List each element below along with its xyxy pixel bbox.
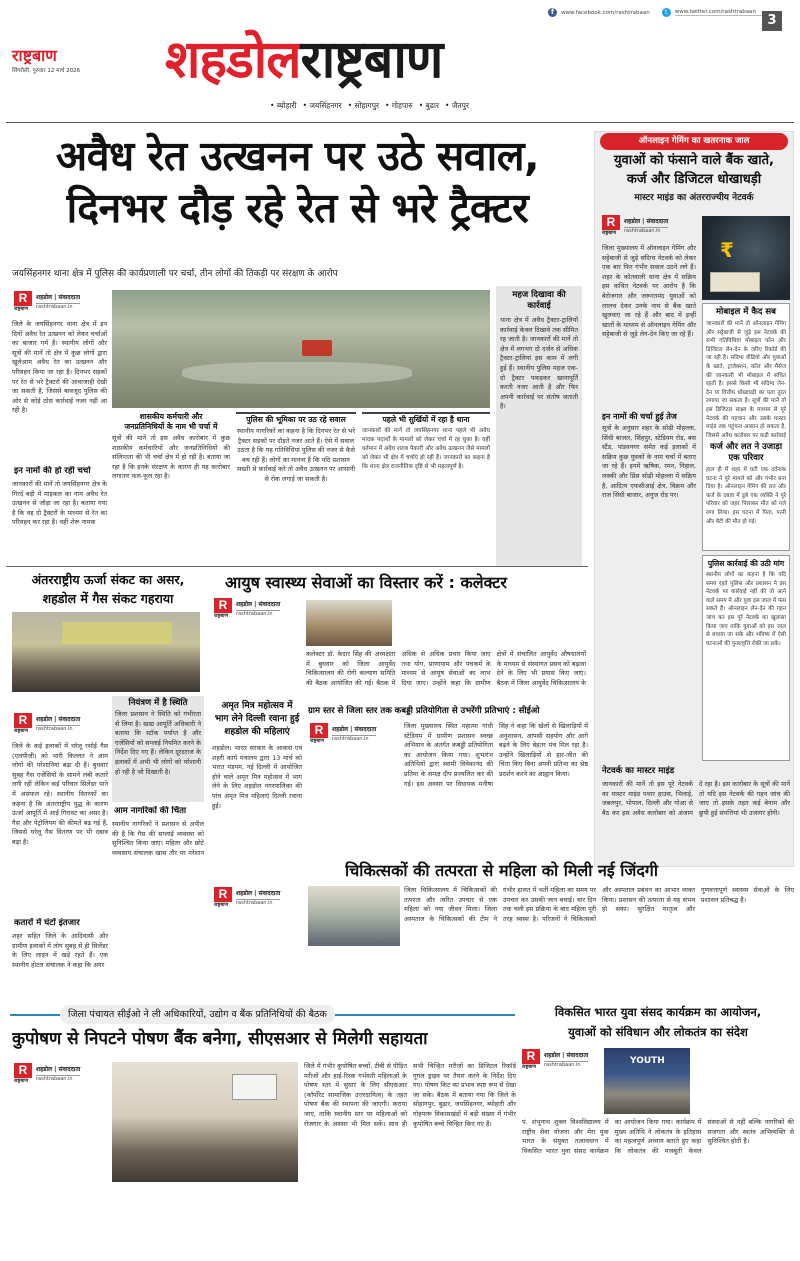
gaming-box3-body: स्थानीय लोगों का कहना है कि यदि समय रहते पुलिस और प्रशासन ने इस नेटवर्क पर कार्रवाई नहीं की तो आने वाले समय में और युवा इस जाल में फंस सकते हैं। ऑनलाइन लेन-देन की गहन जांच कर इस पूरे नेटवर्क का खुलासा किया जाए ताकि युवाओं को इस जाल से बचाया जा सके और भविष्य में ऐसी घटनाओं की पुनरावृत्ति रोकी जा सके।	[706, 572, 786, 647]
mini-logo: राष्ट्रबाण	[12, 46, 57, 65]
section-divider	[6, 566, 588, 567]
twitter-icon: t	[662, 8, 671, 17]
lead-col-a-title: शासकीय कर्मचारी और जनप्रतिनिधियों के नाम भी चर्चा में	[124, 412, 218, 431]
twitter-link[interactable]: www.twitter.com/rashtrabaan	[675, 9, 776, 16]
reporter-credit: शहडोल | संवाददाता	[36, 1066, 80, 1076]
town-nav-item[interactable]: • जैतपुर	[445, 101, 469, 110]
youth-byline	[522, 1048, 600, 1072]
town-nav-item[interactable]: • बुढार	[418, 101, 440, 110]
youth-body: पं. शंभूनाथ शुक्ल विश्वविद्यालय में राष्ट्रीय सेवा योजना और मेरा युवा भारत के संयुक्त तत्वावधान में विकसित भारत युवा संसद कार्यक्रम का आयोजन किया गया। कार्यक्रम में मुख्य अतिथि ने लोकतंत्र के इतिहास का महत्वपूर्ण अध्याय बताते हुए कहा कि लोकतंत्र की मजबूती केवल संस्थाओं से नहीं बल्कि नागरिकों की सजगता और स्वतंत्र अभिव्यक्ति से सुनिश्चित होती है।	[522, 1118, 794, 1155]
lead-sidebox	[496, 286, 582, 566]
brand-r-logo: R	[14, 713, 32, 728]
amrit-headline: अमृत मित्र महोत्सव में भाग लेने दिल्ली रवाना हुई शहडोल की महिलाएं	[214, 701, 300, 737]
brand-caption: राष्ट्रबाण	[214, 613, 229, 619]
gaming-kicker: ऑनलाइन गेमिंग का खतरनाक जाल	[600, 133, 788, 150]
reporter-credit: शहडोल | संवाददाता	[544, 1052, 588, 1062]
gas-box-body: जिला प्रशासन ने स्थिति को गंभीरता से लिया है। खाद्य आपूर्ति अधिकारी ने बताया कि स्टॉक पर्याप्त है और एजेंसियों को सप्लाई नियमित करने के निर्देश दिए गए हैं। लेकिन दूरदराज के इलाकों में अभी भी लोगों को परेशानी हो रही है जो दिखाती है।	[115, 710, 201, 776]
gaming-photo-cash	[702, 216, 790, 300]
lead-col-c-body: जानकारों की मानें तो जयसिंहनगर थाना पहले भी अवैध मादक पदार्थों के मामलों को लेकर चर्चा में रह चुका है। वहीं वर्तमान में अवैध शराब पैकारी और अवैध उत्खनन जैसे मामलों को लेकर भी क्षेत्र में चर्चाएं हो रही हैं। जानकारों का कहना है कि थाना क्षेत्र राजनीतिक दृष्टि से भी महत्वपूर्ण है।	[362, 428, 490, 470]
ayush-headline: आयुष स्वास्थ्य सेवाओं का विस्तार करें : कलेक्टर	[225, 573, 507, 592]
reporter-credit: शहडोल | संवाददाता	[36, 716, 80, 726]
reporter-credit: शहडोल | संवाददाता	[332, 726, 376, 736]
gas-box	[112, 696, 204, 802]
lead-sidebox-title: महज दिखावा की कार्रवाई	[512, 290, 566, 311]
gas-headline-line2: शहडोल में गैस संकट गहराया	[42, 591, 174, 606]
youth-headline-line1: विकसित भारत युवा संसद कार्यक्रम का आयोजन,	[554, 1005, 762, 1019]
brand-r-logo: R	[14, 291, 32, 306]
brand-r-logo: R	[14, 1063, 32, 1078]
site-link[interactable]: rashtrabaan.in	[36, 1075, 73, 1082]
brand-r-logo: R	[214, 598, 232, 613]
gas-photo-queue	[12, 612, 200, 692]
kabaddi-headline: ग्राम स्तर से जिला स्तर तक कबड्डी प्रतियोगिता से उभरेंगी प्रतिभाएं : सीईओ	[308, 706, 540, 716]
lead-col-c-title: पहले भी सुर्खियों में रहा है थाना	[362, 412, 490, 425]
gaming-box2-body: हाल ही में शहर में घटी एक दर्दनाक घटना ने पूरे मामले को और गंभीर बना दिया है। ऑनलाइन गेमिंग की लत और कर्ज के दबाव में डूबे एक व्यक्ति ने पूरे परिवार को जहर पिलाकर मौत को गले लगा लिया। इस घटना में पिता, पत्नी और बेटी की मौत हो गई।	[706, 467, 786, 525]
brand-r-logo: R	[310, 723, 328, 738]
ayush-photo-meeting	[306, 600, 392, 646]
lead-col-b-title: पुलिस की भूमिका पर उठ रहे सवाल	[236, 412, 356, 425]
brand-r-logo: R	[214, 887, 232, 902]
gas-headline-line1: अंतरराष्ट्रीय ऊर्जा संकट का असर,	[31, 572, 185, 587]
site-link[interactable]: rashtrabaan.in	[236, 899, 273, 906]
site-link[interactable]: rashtrabaan.in	[624, 227, 661, 234]
nutrition-kicker: जिला पंचायत सीईओ ने ली अधिकारियों, उद्योग व बैंक प्रतिनिधियों की बैठक	[60, 1005, 335, 1024]
doctors-body: जिला चिकित्सालय में चिकित्सकों की तत्परता और त्वरित उपचार से एक महिला को नया जीवन मिला। जिला अस्पताल के चिकित्सकों की टीम ने गंभीर हालत में भर्ती महिला का समय पर उपचार कर उसकी जान बचाई। चार दिन तक चली इस प्रक्रिया के बाद महिला पूरी तरह स्वस्थ है। परिजनों ने चिकित्सकों और अस्पताल प्रबंधन का आभार व्यक्त किया। प्रशासन की तत्परता से यह संभव हो सका। सुरक्षित मातृत्व और गुणवत्तापूर्ण स्वास्थ्य सेवाओं के लिए प्रशासन प्रतिबद्ध है।	[404, 886, 794, 923]
lead-headline-line2: दिनभर दौड़ रहे रेत से भरे ट्रैक्टर	[66, 184, 529, 232]
masthead-title-black: राष्ट्रबाण	[300, 30, 443, 90]
town-nav-item[interactable]: • सोहागपुर	[347, 101, 380, 110]
doctors-photo-hospital	[308, 886, 400, 946]
gaming-box1-body: जानकारों की मानें तो ऑनलाइन गेमिंग और सट्टेबाजी से जुड़े इस नेटवर्क की सभी गतिविधियां मोबाइल फोन और डिजिटल लेन-देन के जरिए रिकॉर्ड की जा रही है। संदिग्ध वीडियो और युवाओं के खाते, ट्रांजेक्शन, कॉल और मैसेज की जानकारी भी मोबाइल में संचित रहती है। इससे किसी भी संदिग्ध लेन-देन या वित्तीय धोखाधड़ी का पता तुरंत लगाया जा सकता है। सूत्रों की मानें तो इस डिजिटल साक्ष्य के माध्यम से पूरे नेटवर्क की पहचान और उसके मास्टर माइंड तक पहुंचना आसान हो सकता है, जिससे अवैध कारोबार पर कड़ी कार्रवाई	[706, 321, 786, 439]
gaming-body: जिला मुख्यालय में ऑनलाइन गेमिंग और सट्टेबाजी से जुड़े संदिग्ध नेटवर्क को लेकर एक बार फिर गंभीर सवाल उठने लगे हैं। शहर के कोतवाली थाना क्षेत्र में सक्रिय इस कथित नेटवर्क पर आरोप है कि बेरोजगार और जरूरतमंद युवाओं को लालच देकर उनके नाम से बैंक खाते खुलवाए जा रहे हैं और बाद में इन्हीं खातों के माध्यम से ऑनलाइन गेमिंग और सट्टेबाजी से जुड़े लेन-देन किए जा रहे हैं।	[602, 244, 696, 339]
lead-deck: जयसिंहनगर थाना क्षेत्र में पुलिस की कार्यप्रणाली पर चर्चा, तीन लोगों की तिकड़ी पर संरक्षण के आरोप	[12, 269, 338, 279]
gaming-headline-line1: युवाओं को फंसाने वाले बैंक खाते,	[614, 153, 774, 168]
gas-byline	[14, 712, 108, 736]
reporter-credit: शहडोल | संवाददाता	[624, 218, 668, 228]
gaming-sub2-body: जानकारों की मानें तो इस पूरे नेटवर्क का मास्टर माइंड पथार हाउस, भिलाई, जबलपुर, भोपाल, दिल्ली और गोआ से बैठ कर इस अवैध कारोबार को अंजाम दे रहा है। इस कारोबार के सूत्रों की मानें तो यदि इस नेटवर्क की गहन जांच की जाए तो इसके तहत कई बेनाम और छुपी हुई संपत्तियां भी उजागर होंगी।	[602, 780, 790, 817]
masthead-title	[165, 30, 442, 90]
tractor-icon	[302, 340, 332, 356]
site-link[interactable]: rashtrabaan.in	[36, 303, 73, 310]
lead-sub1-body: जानकारों की मानें तो जयसिंहनगर क्षेत्र के गिरर्द बड़ी में माइकल का नाम अवैध रेत उत्खनन से जोड़ा जा रहा है। बताया गया है कि वह दो ट्रैक्टरों के माध्यम से रेत का परिवहन कर रहा है। वहीं शेरू नामक	[12, 480, 107, 527]
youth-photo-event	[604, 1048, 690, 1114]
nutrition-headline: कुपोषण से निपटने पोषण बैंक बनेगा, सीएसआर से मिलेगी सहायता	[12, 1029, 428, 1049]
reporter-credit: शहडोल | संवाददाता	[236, 601, 280, 611]
reporter-credit: शहडोल | संवाददाता	[236, 890, 280, 900]
amrit-body: शहडोल। भारत सरकार के आवास एवं शहरी कार्य मंत्रालय द्वारा 13 मार्च को भारत मंडपम, नई दिल्ली में आयोजित होने वाले अमृत मित्र महोत्सव में भाग लेने के लिए शहडोल नगरपालिका की पांच अमृत मित्र महिलाएं दिल्ली रवाना हुईं।	[212, 744, 302, 810]
gaming-headline	[598, 151, 790, 189]
page-number: 3	[762, 11, 782, 31]
brand-caption: राष्ट्रबाण	[602, 230, 617, 236]
facebook-link[interactable]: www.facebook.com/rashtrabaan	[561, 9, 650, 16]
nutrition-body: जिले में गंभीर कुपोषित बच्चों, टीबी से पीड़ित मरीजों और हाई-रिस्क गर्भवती महिलाओं के पोषण स्तर में सुधार के लिए सीएसआर (कॉर्पोरेट सामाजिक उत्तरदायित्व) के तहत पोषण बैंक की स्थापना की जाएगी। कराया जाए, ताकि स्थानीय स्तर पर महिलाओं को रोजगार के अवसर भी मिल सकें। साथ ही सभी चिन्हित मरीजों का डिजिटल रिकॉर्ड गूगल ड्राइव पर तैयार करने के निर्देश दिए गए। पोषण किट का प्रभाव स्पष्ट रूप से देखा जा सके। बैठक में बताया गया कि जिले के सोहागपुर, बुढ़ार, जयसिंहनगर, ब्योहारी और गोहपारू विकासखंडों में बड़ी संख्या में गंभीर कुपोषित बच्चे चिन्हित किए गए हैं।	[304, 1062, 516, 1128]
gaming-deck: मास्टर माइंड का अंतरराज्यीय नेटवर्क	[634, 193, 754, 203]
gas-sub2-body: शहर सहित जिले के आदिवासी और ग्रामीण इलाकों में लोग सुबह से ही सिलेंडर के लिए लाइन में खड़े रहते हैं। एक स्थानीय होटल संचालक ने कहा कि अगर	[12, 932, 108, 969]
gas-body: जिले के कई इलाकों में घरेलू रसोई गैस (एलपीजी) को भारी किल्लत ने आम लोगों की परेशानियां बढ़ा दी हैं। बुधवार सुबह गैस एजेंसियों के सामने लंबी कतारें लगी रहीं लेकिन कई परिवार सिलेंडर पाने में असफल रहे। स्थानीय वितरकों का कहना है कि अंतरराष्ट्रीय युद्ध के कारण ऊर्जा आपूर्ति में आई गिरावट का असर है। गैस और पेट्रोलियम की कीमतें बढ़ गई हैं, जिससे घरेलू गैस वितरण पर भी दबाव बढ़ा है।	[12, 742, 108, 846]
gaming-headline-line2: कर्ज और डिजिटल धोखाधड़ी	[626, 172, 762, 187]
lead-photo-sand-mining	[112, 290, 490, 408]
gas-box-title: नियंत्रण में है स्थिति	[128, 698, 188, 708]
doctors-byline	[214, 886, 304, 910]
brand-r-logo: R	[522, 1049, 540, 1064]
lead-col-c	[362, 412, 490, 557]
town-nav-item[interactable]: • ब्योहारी	[270, 101, 297, 110]
youth-headline	[522, 1002, 794, 1042]
site-link[interactable]: rashtrabaan.in	[544, 1061, 581, 1068]
brand-caption: राष्ट्रबाण	[14, 1078, 29, 1084]
gaming-box3-title: पुलिस कार्रवाई की उठी मांग	[707, 559, 785, 568]
doctors-headline: चिकित्सकों की तत्परता से महिला को मिली नई जिंदगी	[345, 861, 658, 880]
brand-caption: राष्ट्रबाण	[214, 902, 229, 908]
brand-r-logo: R	[602, 215, 620, 230]
kabaddi-body: जिला मुख्यालय स्थित महात्मा गांधी स्टेडियम में ग्रामीण प्रशासन स्वच्छ अभियान के अंतर्गत कबड्डी प्रतियोगिता का आयोजन किया गया। शुभारंभ अतिथियों द्वारा स्वामी विवेकानंद की प्रतिमा के समक्ष दीप प्रज्वलित कर की गई। इस अवसर पर विधायक मनीषा सिंह ने कहा कि खेलों से खिलाड़ियों में अनुशासन, आपसी सहयोग और आगे बढ़ने के लिए बेहतर मंच मिल रहा है। उन्होंने खिलाड़ियों से हार-जीत की चिंता किए बिना अपनी प्रतिभा का श्रेष्ठ प्रदर्शन करने का आह्वान किया।	[404, 722, 588, 788]
site-link[interactable]: rashtrabaan.in	[332, 735, 369, 742]
gas-sub1-title: आम नागरिकों की चिंता	[114, 806, 187, 816]
lead-body: जिले के जयसिंहनगर थाना क्षेत्र में इन दिनों अवैध रेत उत्खनन को लेकर चर्चाओं का बाजार गर्म है। स्थानीय लोगों और सूत्रों की मानें तो क्षेत्र में कुछ लोगों द्वारा खुलेआम अवैध रेत का उत्खनन और परिवहन किया जा रहा है। दिनभर सड़कों पर रेत से भरे ट्रैक्टरों की आवाजाही देखी जा सकती है, जिससे बावजूद पुलिस की ओर से कोई ठोस कार्रवाई नजर नहीं आ रही है।	[12, 320, 107, 415]
site-link[interactable]: rashtrabaan.in	[236, 610, 273, 617]
lead-col-a	[112, 412, 230, 554]
facebook-icon: f	[548, 8, 557, 17]
rupee-icon: ₹	[720, 238, 734, 262]
town-nav-item[interactable]: • जयसिंहनगर	[302, 101, 342, 110]
gaming-byline	[602, 214, 698, 238]
lead-col-b	[236, 412, 356, 557]
lead-sidebox-body: थाना क्षेत्र में अवैध ट्रैक्टर-ट्रालियों कार्रवाई केवल दिखावे तक सीमित रह जाती है। जानकारों की मानें तो क्षेत्र में लगभग दो दर्जन से अधिक ट्रैक्टर-ट्रालियां इस काम में लगी हुई हैं। स्थानीय पुलिस महज एक-दो ट्रैक्टर पकड़कर खानापूर्ति करती नजर आती है और फिर अपनी कार्रवाई पर संतोष जताती है।	[500, 316, 578, 411]
youth-banner-text: YOUTH	[630, 1056, 665, 1066]
ayush-body-col1	[214, 624, 302, 692]
lead-headline-line1: अवैध रेत उत्खनन पर उठे सवाल,	[55, 132, 540, 180]
gaming-box1-title: मोबाइल में कैद सब	[716, 307, 776, 317]
ayush-body: कलेक्टर डॉ. केदार सिंह की अध्यक्षता में बुधवार को जिला आयुर्वेद चिकित्सालय की रोगी कल्याण समिति की बैठक आयोजित की गई। बैठक में अधिक से अधिक प्रचार किया जाए तथा योग, प्राणायाम और पंचकर्म के माध्यम से आयुष सेवाओं का लाभ दिया जाए। उन्होंने कहा कि ग्रामीण क्षेत्रों में संचालित आयुर्वेद औषधालयों के माध्यम से संस्थागत प्रसव को बढ़ावा देने के लिए भी प्रयास किए जाएं। बैठक में जिला आयुर्वेद चिकित्सालय के	[306, 650, 586, 687]
kabaddi-byline	[310, 722, 400, 746]
town-nav	[270, 101, 469, 111]
lead-col-b-body: स्थानीय नागरिकों का कहना है कि दिनभर रेत से भरे ट्रैक्टर सड़कों पर दौड़ते नजर आते हैं। ऐसे में सवाल उठता है कि यह गतिविधियां पुलिस की नजर से कैसे बच रही हैं। लोगों का मानना है कि यदि प्रशासन सख्ती से कार्रवाई करे तो अवैध उत्खनन पर आसानी से रोक लगाई जा सकती है।	[236, 427, 356, 483]
masthead-divider	[6, 122, 794, 123]
gaming-sub1-body: सूत्रों के अनुसार शहर के सोढी मोहल्ला, सिंधी बाजार, सिंहपुर, स्टेडियम रोड, बस स्टैंड, पांडवनगर समेत कई इलाकों में सक्रिय कुछ युवकों के नाम चर्चा में बताए जा रहे हैं। इनमें ऋषिक, रमन, निहाल, लक्की और प्रिंस सोढी मोहल्ला में सक्रिय है, आदित्य एफसीआई क्षेत्र, विक्रम और राज सिंधी बाजार, अनुज रोड पर।	[602, 424, 696, 500]
gaming-box2-title: कर्ज और लत ने उजाड़ा एक परिवार	[709, 442, 783, 463]
gas-sub1-body: स्थानीय नागरिकों ने प्रशासन से अपील की है कि गैस की सप्लाई व्यवस्था को सुनिश्चित किया जाए। महिला और छोटे व्यवसाय संचालक खास तौर पर परेशान	[112, 820, 204, 857]
brand-caption: राष्ट्रबाण	[310, 738, 325, 744]
dateline: सिंगरौली, गुरुवार 12 मार्च 2026	[12, 68, 81, 74]
lead-headline	[10, 130, 585, 234]
gaming-box3	[702, 555, 790, 761]
gas-headline	[8, 570, 208, 608]
town-nav-item[interactable]: • गोहपारु	[385, 101, 413, 110]
gaming-sub1-title: इन नामों की चर्चा हुई तेज	[602, 412, 677, 421]
gas-sub2-title: कतारों में घंटों इंतजार	[14, 918, 80, 928]
social-links	[548, 8, 776, 17]
gaming-box1	[702, 303, 790, 551]
reporter-credit: शहडोल | संवाददाता	[36, 294, 80, 304]
brand-caption: राष्ट्रबाण	[14, 306, 29, 312]
masthead-title-red: शहडोल	[165, 30, 301, 90]
lead-col-a-body: सूत्रों की मानें तो इस अवैध कारोबार में कुछ शासकीय कर्मचारियों और जनप्रतिनिधियों की संलिप्तता की भी चर्चा क्षेत्र में हो रही है। बताया जा रहा है कि इनके संरक्षण के कारण ही यह कारोबार लगातार फल-फूल रहा है।	[112, 434, 230, 481]
lead-byline	[14, 290, 80, 314]
ayush-byline	[214, 597, 302, 621]
site-link[interactable]: rashtrabaan.in	[36, 725, 73, 732]
nutrition-byline	[14, 1062, 108, 1086]
lead-sub1-title: इन नामों की हो रही चर्चा	[14, 466, 91, 476]
brand-caption: राष्ट्रबाण	[522, 1064, 537, 1070]
nutrition-photo-meeting	[112, 1062, 298, 1182]
brand-caption: राष्ट्रबाण	[14, 728, 29, 734]
gaming-sub2-title: नेटवर्क का मास्टर माइंड	[602, 766, 675, 776]
youth-headline-line2: युवाओं को संविधान और लोकतंत्र का संदेश	[568, 1025, 748, 1039]
